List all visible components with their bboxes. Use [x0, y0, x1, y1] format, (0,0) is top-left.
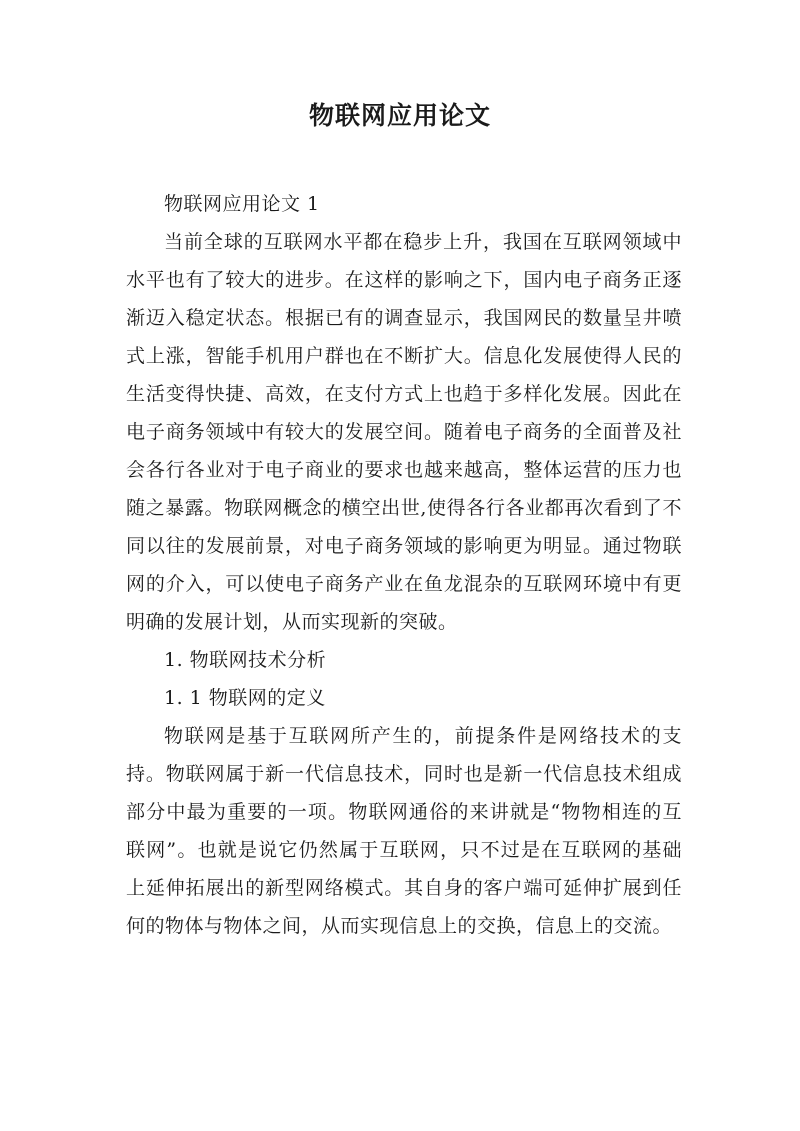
document-body: [126, 185, 682, 945]
paragraph-intro: 当前全球的互联网水平都在稳步上升，我国在互联网领域中水平也有了较大的进步。在这样的影响之下，国内电子商务正逐渐迈入稳定状态。根据已有的调查显示，我国网民的数量呈井喷式上涨，智能手机用户群也在不断扩大。信息化发展使得人民的生活变得快捷、高效，在支付方式上也趋于多样化发展。因此在电子商务领域中有较大的发展空间。随着电子商务的全面普及社会各行各业对于电子商业的要求也越来越高，整体运营的压力也随之暴露。物联网概念的横空出世,使得各行各业都再次看到了不同以往的发展前景，对电子商务领域的影响更为明显。通过物联网的介入，可以使电子商务产业在鱼龙混杂的互联网环境中有更明确的发展计划，从而实现新的突破。: [126, 231, 682, 633]
section-heading: 物联网应用论文 1: [164, 193, 320, 215]
heading-technology-analysis: 1. 物联网技术分析: [164, 649, 327, 671]
paragraph-definition: 物联网是基于互联网所产生的，前提条件是网络技术的支持。物联网属于新一代信息技术，同时也是新一代信息技术组成部分中最为重要的一项。物联网通俗的来讲就是“物物相连的互联网”。也就是说它仍然属于互联网，只不过是在互联网的基础上延伸拓展出的新型网络模式。其自身的客户端可延伸扩展到任何的物体与物体之间，从而实现信息上的交换，信息上的交流。: [126, 725, 682, 937]
document-title: 物联网应用论文: [308, 101, 491, 130]
heading-definition: 1. 1 物联网的定义: [164, 687, 326, 709]
